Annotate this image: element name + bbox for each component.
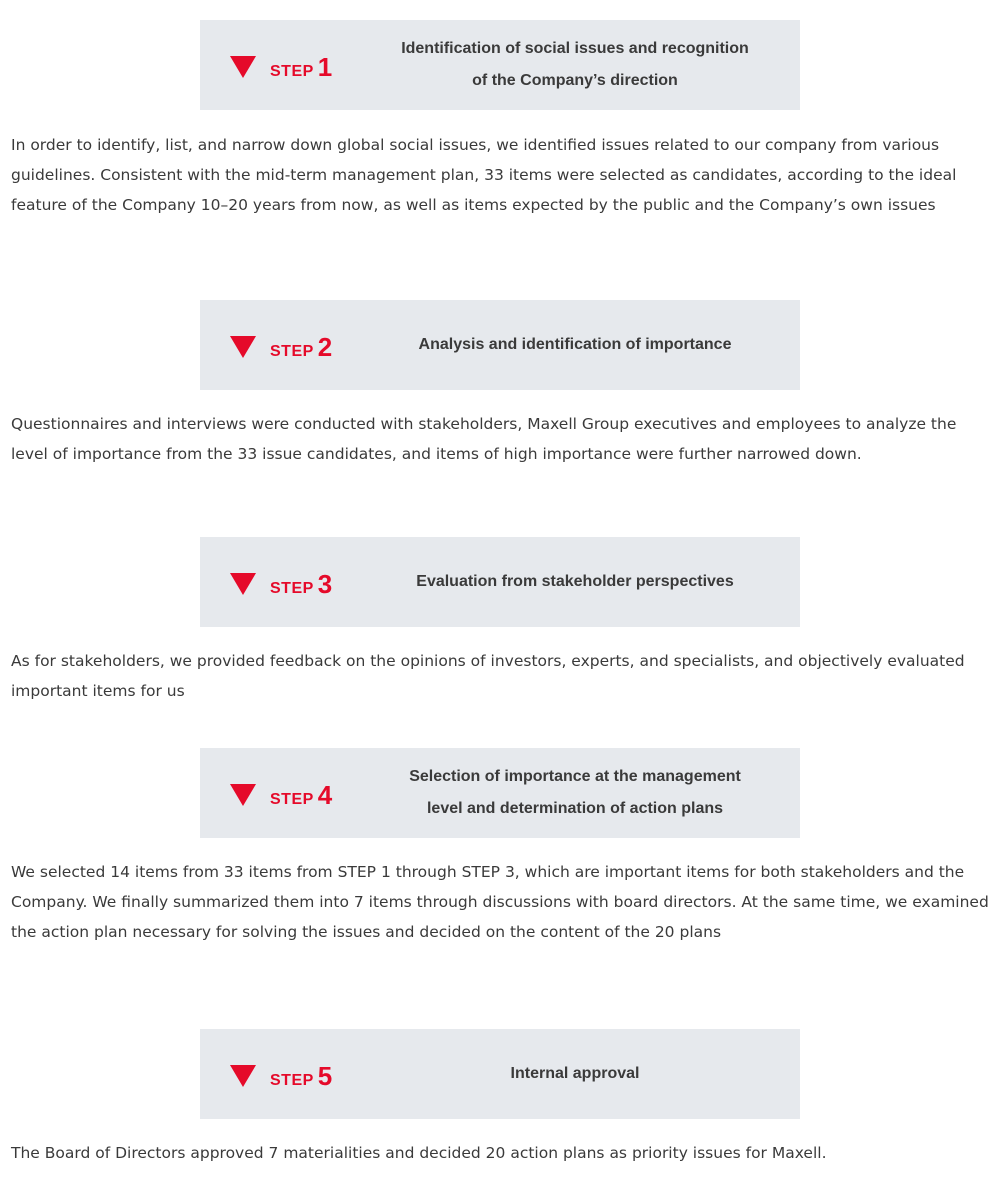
down-triangle-icon — [230, 336, 256, 358]
step-4-title: Selection of importance at the management level and determination of action plans — [409, 768, 741, 817]
step-3-description: As for stakeholders, we provided feedback on the opinions of investors, experts, and specialists, and objectively evaluated important items for us — [11, 652, 965, 700]
step-number: 2 — [317, 332, 333, 362]
step-word: STEP — [270, 63, 314, 80]
step-3-label — [270, 571, 332, 597]
step-1-label — [270, 54, 332, 80]
step-word: STEP — [270, 791, 314, 808]
step-number: 4 — [317, 780, 333, 810]
step-2-label — [270, 334, 332, 360]
step-word: STEP — [270, 343, 314, 360]
step-4-header — [200, 748, 800, 838]
step-3-header — [200, 537, 800, 627]
step-5-description: The Board of Directors approved 7 materialities and decided 20 action plans as priority issues for Maxell. — [11, 1144, 827, 1162]
step-number: 3 — [317, 569, 333, 599]
step-4-label — [270, 782, 332, 808]
step-number: 5 — [317, 1061, 333, 1091]
step-2-title: Analysis and identification of importance — [418, 336, 732, 353]
step-1-description: In order to identify, list, and narrow down global social issues, we identified issues related to our company from various guidelines. Consistent with the mid-term management plan, 33 items were selected as candidates, according to the ideal feature of the Company 10–20 years from now, as well as items expected by the public and the Company’s own issues — [11, 136, 957, 214]
step-5-header — [200, 1029, 800, 1119]
down-triangle-icon — [230, 784, 256, 806]
down-triangle-icon — [230, 573, 256, 595]
down-triangle-icon — [230, 56, 256, 78]
step-1-header — [200, 20, 800, 110]
step-1-title: Identification of social issues and recognition of the Company’s direction — [401, 40, 749, 89]
step-2-header — [200, 300, 800, 390]
step-3-title: Evaluation from stakeholder perspectives — [416, 573, 734, 590]
down-triangle-icon — [230, 1065, 256, 1087]
step-word: STEP — [270, 580, 314, 597]
step-word: STEP — [270, 1072, 314, 1089]
step-2-description: Questionnaires and interviews were conducted with stakeholders, Maxell Group executives and employees to analyze the level of importance from the 33 issue candidates, and items of high importance were further narrowed down. — [11, 415, 957, 463]
step-5-label — [270, 1063, 332, 1089]
step-5-title: Internal approval — [510, 1065, 640, 1082]
step-4-description: We selected 14 items from 33 items from STEP 1 through STEP 3, which are important items for both stakeholders and the Company. We finally summarized them into 7 items through discussions with board directors. At the same time, we examined the action plan necessary for solving the issues and decided on the content of the 20 plans — [11, 863, 989, 941]
step-number: 1 — [317, 52, 333, 82]
